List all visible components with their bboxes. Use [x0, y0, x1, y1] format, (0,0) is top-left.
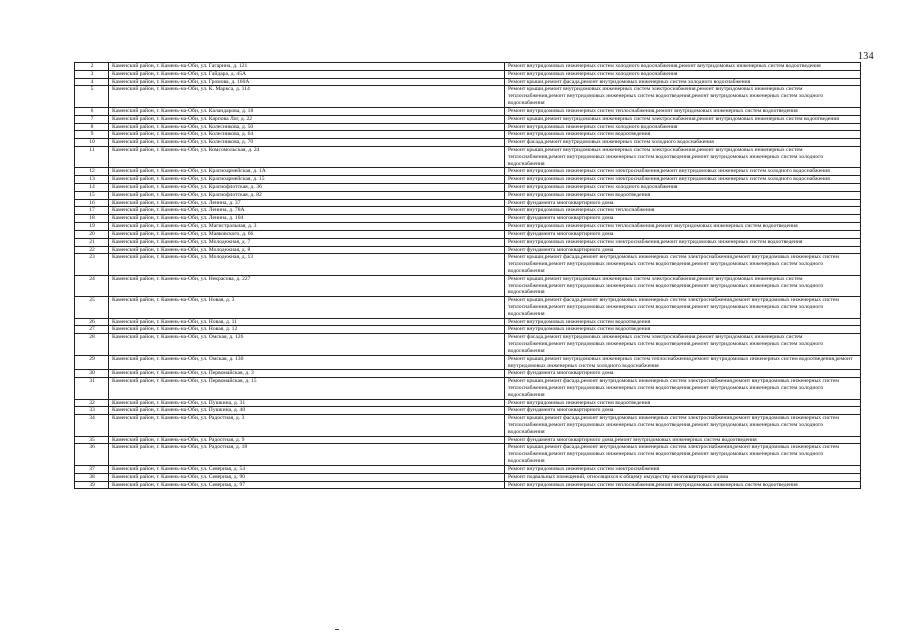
work-type-cell: Ремонт крыши,ремонт фасада,ремонт внутридомовых инженерных систем электроснабжения,ремонт внутридомовых инженерных систем теплоснабжения,ремонт внутридомовых инженерных систем водоотведения,ремонт внутридомовых инженерных систем холодного водоснабжения: [505, 415, 861, 436]
address-cell: Каменский район, г. Камень-на-Оби, ул. Молодежная, д. 8: [109, 246, 505, 254]
address-cell: Каменский район, г. Камень-на-Оби, ул. Карпова Лог, д. 22: [109, 115, 505, 123]
work-type-cell: Ремонт крыши,ремонт фасада,ремонт внутридомовых инженерных систем электроснабжения,ремонт внутридомовых инженерных систем теплоснабжения,ремонт внутридомовых инженерных систем водоотведения,ремонт внутридомовых инженерных систем холодного водоснабжения: [505, 444, 861, 465]
row-number-cell: 20: [75, 230, 109, 238]
address-cell: Каменский район, г. Камень-на-Оби, ул. Колесникова, д. 50: [109, 123, 505, 131]
row-number-cell: 36: [75, 444, 109, 465]
work-type-cell: Ремонт фундамента многоквартирного дома: [505, 246, 861, 254]
address-cell: Каменский район, г. Камень-на-Оби, ул. Радостная, д. 9: [109, 436, 505, 444]
row-number-cell: 7: [75, 115, 109, 123]
work-type-cell: Ремонт фасада,ремонт внутридомовых инженерных систем электроснабжения,ремонт внутридомовых инженерных систем теплоснабжения,ремонт внутридомовых инженерных систем водоотведения,ремонт внутридомовых инженерных систем холодного водоснабжения: [505, 334, 861, 355]
work-type-cell: Ремонт внутридомовых инженерных систем теплоснабжения: [505, 207, 861, 215]
table-row: [75, 168, 861, 176]
address-cell: Каменский район, г. Камень-на-Оби, ул. Некрасова, д. 227: [109, 275, 505, 296]
address-cell: Каменский район, г. Камень-на-Оби, ул. Комсомольская, д. 24: [109, 146, 505, 167]
address-cell: Каменский район, г. Камень-на-Оби, ул. Северная, д. 97: [109, 481, 505, 489]
work-type-cell: Ремонт фундамента многоквартирного дома: [505, 199, 861, 207]
work-type-cell: Ремонт крыши,ремонт фасада,ремонт внутридомовых инженерных систем электроснабжения,ремонт внутридомовых инженерных систем теплоснабжения,ремонт внутридомовых инженерных систем водоотведения,ремонт внутридомовых инженерных систем холодного водоснабжения: [505, 297, 861, 318]
work-type-cell: Ремонт фундамента многоквартирного дома: [505, 407, 861, 415]
address-cell: Каменский район, г. Камень-на-Оби, ул. Красноармейская, д. 15: [109, 176, 505, 184]
row-number-cell: 34: [75, 415, 109, 436]
row-number-cell: 8: [75, 123, 109, 131]
work-type-cell: Ремонт внутридомовых инженерных систем холодного водоснабжения,ремонт внутридомовых инженерных систем водоотведения: [505, 63, 861, 71]
table-row: [75, 115, 861, 123]
work-type-cell: Ремонт крыши,ремонт внутридомовых инженерных систем электроснабжения,ремонт внутридомовых инженерных систем теплоснабжения,ремонт внутридомовых инженерных систем водоотведения,ремонт внутридомовых инженерных систем холодного водоснабжения: [505, 275, 861, 296]
work-type-cell: Ремонт внутридомовых инженерных систем водоотведения: [505, 131, 861, 139]
work-type-cell: Ремонт внутридомовых инженерных систем холодного водоснабжения: [505, 184, 861, 192]
row-number-cell: 35: [75, 436, 109, 444]
row-number-cell: 3: [75, 70, 109, 78]
table-row: [75, 326, 861, 334]
address-cell: Каменский район, г. Камень-на-Оби, ул. Гайдара, д. 45А: [109, 70, 505, 78]
table-row: [75, 176, 861, 184]
table-row: [75, 86, 861, 107]
table-row: [75, 238, 861, 246]
row-number-cell: 19: [75, 223, 109, 231]
address-cell: Каменский район, г. Камень-на-Оби, ул. Ленина, д. 78А: [109, 207, 505, 215]
address-cell: Каменский район, г. Камень-на-Оби, ул. Новая, д. 12: [109, 326, 505, 334]
work-type-cell: Ремонт фундамента многоквартирного дома: [505, 370, 861, 378]
table-row: [75, 415, 861, 436]
table-row: [75, 465, 861, 473]
table-row: [75, 370, 861, 378]
table-row: [75, 223, 861, 231]
address-cell: Каменский район, г. Камень-на-Оби, ул. Молодежная, д. 7: [109, 238, 505, 246]
table-row: [75, 297, 861, 318]
work-type-cell: Ремонт внутридомовых инженерных систем водоотведения: [505, 326, 861, 334]
row-number-cell: 5: [75, 86, 109, 107]
row-number-cell: 28: [75, 334, 109, 355]
table-row: [75, 191, 861, 199]
table-row: [75, 207, 861, 215]
row-number-cell: 18: [75, 215, 109, 223]
address-cell: Каменский район, г. Камень-на-Оби, ул. Магистральная, д. 3: [109, 223, 505, 231]
row-number-cell: 32: [75, 399, 109, 407]
work-type-cell: Ремонт крыши,ремонт внутридомовых инженерных систем электроснабжения,ремонт внутридомовых инженерных систем теплоснабжения,ремонт внутридомовых инженерных систем водоотведения,ремонт внутридомовых инженерных систем холодного водоснабжения: [505, 86, 861, 107]
row-number-cell: 25: [75, 297, 109, 318]
work-type-cell: Ремонт крыши,ремонт фасада,ремонт внутридомовых инженерных систем холодного водоснабжения: [505, 78, 861, 86]
row-number-cell: 22: [75, 246, 109, 254]
address-cell: Каменский район, г. Камень-на-Оби, ул. Новая, д. 3: [109, 297, 505, 318]
address-cell: Каменский район, г. Камень-на-Оби, ул. Красноармейская, д. 1А: [109, 168, 505, 176]
row-number-cell: 9: [75, 131, 109, 139]
row-number-cell: 16: [75, 199, 109, 207]
table-row: [75, 334, 861, 355]
address-cell: Каменский район, г. Камень-на-Оби, ул. Радостная, д. 3: [109, 415, 505, 436]
work-type-cell: Ремонт внутридомовых инженерных систем электроснабжения,ремонт внутридомовых инженерных систем холодного водоснабжения: [505, 176, 861, 184]
scan-mark: [335, 629, 339, 630]
table-row: [75, 246, 861, 254]
table-row: [75, 254, 861, 275]
row-number-cell: 4: [75, 78, 109, 86]
address-cell: Каменский район, г. Камень-на-Оби, ул. К. Маркса, д. 114: [109, 86, 505, 107]
table-row: [75, 473, 861, 481]
table-row: [75, 407, 861, 415]
table-row: [75, 123, 861, 131]
work-type-cell: Ремонт внутридомовых инженерных систем электроснабжения,ремонт внутридомовых инженерных систем водоотведения: [505, 238, 861, 246]
page-number: 134: [858, 51, 874, 62]
row-number-cell: 39: [75, 481, 109, 489]
table-row: [75, 131, 861, 139]
row-number-cell: 26: [75, 318, 109, 326]
work-type-cell: Ремонт внутридомовых инженерных систем теплоснабжения,ремонт внутридомовых инженерных систем водоотведения: [505, 107, 861, 115]
address-cell: Каменский район, г. Камень-на-Оби, ул. Молодежная, д. 13: [109, 254, 505, 275]
address-cell: Каменский район, г. Камень-на-Оби, ул. Первомайская, д. 15: [109, 378, 505, 399]
work-type-cell: Ремонт фундамента многоквартирного дома: [505, 230, 861, 238]
work-type-cell: Ремонт внутридомовых инженерных систем водоотведения: [505, 318, 861, 326]
work-type-cell: Ремонт крыши,ремонт внутридомовых инженерных систем теплоснабжения,ремонт внутридомовых инженерных систем водоотведения,ремонт внутридомовых инженерных систем холодного водоснабжения: [505, 355, 861, 370]
work-type-cell: Ремонт крыши,ремонт внутридомовых инженерных систем электроснабжения,ремонт внутридомовых инженерных систем теплоснабжения,ремонт внутридомовых инженерных систем водоотведения,ремонт внутридомовых инженерных систем холодного водоснабжения: [505, 146, 861, 167]
row-number-cell: 27: [75, 326, 109, 334]
address-cell: Каменский район, г. Камень-на-Оби, ул. Громова, д. 160А: [109, 78, 505, 86]
table-row: [75, 378, 861, 399]
work-type-cell: Ремонт фундамента многоквартирного дома: [505, 215, 861, 223]
address-cell: Каменский район, г. Камень-на-Оби, ул. Колесникова, д. 70: [109, 139, 505, 147]
table-row: [75, 184, 861, 192]
address-cell: Каменский район, г. Камень-на-Оби, ул. Ленина, д. 104: [109, 215, 505, 223]
row-number-cell: 17: [75, 207, 109, 215]
work-type-cell: Ремонт внутридомовых инженерных систем водоотведения: [505, 399, 861, 407]
address-cell: Каменский район, г. Камень-на-Оби, ул. Краснофлотская, д. 82: [109, 191, 505, 199]
address-cell: Каменский район, г. Камень-на-Оби, ул. Колесникова, д. 64: [109, 131, 505, 139]
table-row: [75, 139, 861, 147]
table-row: [75, 444, 861, 465]
address-cell: Каменский район, г. Камень-на-Оби, ул. Радостная, д. 18: [109, 444, 505, 465]
work-type-cell: Ремонт внутридомовых инженерных систем теплоснабжения,ремонт внутридомовых инженерных систем водоотведения: [505, 223, 861, 231]
row-number-cell: 21: [75, 238, 109, 246]
address-cell: Каменский район, г. Камень-на-Оби, ул. Новая, д. 11: [109, 318, 505, 326]
row-number-cell: 10: [75, 139, 109, 147]
table-row: [75, 199, 861, 207]
row-number-cell: 14: [75, 184, 109, 192]
row-number-cell: 29: [75, 355, 109, 370]
address-cell: Каменский район, г. Камень-на-Оби, ул. Пушкина, д. 40: [109, 407, 505, 415]
repair-schedule-table: [74, 62, 861, 489]
row-number-cell: 15: [75, 191, 109, 199]
address-cell: Каменский район, г. Камень-на-Оби, ул. Пушкина, д. 31: [109, 399, 505, 407]
address-cell: Каменский район, г. Камень-на-Оби, ул. Краснофлотская, д. 36: [109, 184, 505, 192]
table-row: [75, 481, 861, 489]
address-cell: Каменский район, г. Камень-на-Оби, ул. Первомайская, д. 3: [109, 370, 505, 378]
work-type-cell: Ремонт внутридомовых инженерных систем холодного водоснабжения: [505, 123, 861, 131]
row-number-cell: 12: [75, 168, 109, 176]
row-number-cell: 38: [75, 473, 109, 481]
work-type-cell: Ремонт подвальных помещений, относящихся к общему имуществу многоквартирного дома: [505, 473, 861, 481]
table-row: [75, 399, 861, 407]
table-row: [75, 78, 861, 86]
work-type-cell: Ремонт внутридомовых инженерных систем холодного водоснабжения: [505, 70, 861, 78]
row-number-cell: 30: [75, 370, 109, 378]
table-row: [75, 70, 861, 78]
row-number-cell: 33: [75, 407, 109, 415]
work-type-cell: Ремонт крыши,ремонт внутридомовых инженерных систем электроснабжения,ремонт внутридомовых инженерных систем водоотведения: [505, 115, 861, 123]
row-number-cell: 31: [75, 378, 109, 399]
address-cell: Каменский район, г. Камень-на-Оби, ул. Каландарова, д. 18: [109, 107, 505, 115]
address-cell: Каменский район, г. Камень-на-Оби, ул. Гагарина, д. 121: [109, 63, 505, 71]
address-cell: Каменский район, г. Камень-на-Оби, ул. Северная, д. 54: [109, 465, 505, 473]
table-row: [75, 355, 861, 370]
table-row: [75, 230, 861, 238]
row-number-cell: 6: [75, 107, 109, 115]
address-cell: Каменский район, г. Камень-на-Оби, ул. Маяковского, д. 66: [109, 230, 505, 238]
table-row: [75, 107, 861, 115]
work-type-cell: Ремонт внутридомовых инженерных систем электроснабжения: [505, 465, 861, 473]
row-number-cell: 37: [75, 465, 109, 473]
row-number-cell: 23: [75, 254, 109, 275]
row-number-cell: 11: [75, 146, 109, 167]
row-number-cell: 24: [75, 275, 109, 296]
work-type-cell: Ремонт крыши,ремонт фасада,ремонт внутридомовых инженерных систем электроснабжения,ремонт внутридомовых инженерных систем теплоснабжения,ремонт внутридомовых инженерных систем водоотведения,ремонт внутридомовых инженерных систем холодного водоснабжения: [505, 254, 861, 275]
row-number-cell: 2: [75, 63, 109, 71]
table-row: [75, 63, 861, 71]
table-row: [75, 436, 861, 444]
table-row: [75, 146, 861, 167]
work-type-cell: Ремонт внутридомовых инженерных систем водоотведения: [505, 191, 861, 199]
table-row: [75, 275, 861, 296]
address-cell: Каменский район, г. Камень-на-Оби, ул. Омская, д. 130: [109, 355, 505, 370]
work-type-cell: Ремонт фундамента многоквартирного дома,ремонт внутридомовых инженерных систем водоотведения: [505, 436, 861, 444]
work-type-cell: Ремонт внутридомовых инженерных систем теплоснабжения,ремонт внутридомовых инженерных систем водоотведения: [505, 481, 861, 489]
table-row: [75, 318, 861, 326]
address-cell: Каменский район, г. Камень-на-Оби, ул. Омская, д. 126: [109, 334, 505, 355]
address-cell: Каменский район, г. Камень-на-Оби, ул. Ленина, д. 37: [109, 199, 505, 207]
work-type-cell: Ремонт фасада,ремонт внутридомовых инженерных систем холодного водоснабжения: [505, 139, 861, 147]
table-row: [75, 215, 861, 223]
row-number-cell: 13: [75, 176, 109, 184]
work-type-cell: Ремонт крыши,ремонт фасада,ремонт внутридомовых инженерных систем электроснабжения,ремонт внутридомовых инженерных систем теплоснабжения,ремонт внутридомовых инженерных систем водоотведения,ремонт внутридомовых инженерных систем холодного водоснабжения: [505, 378, 861, 399]
address-cell: Каменский район, г. Камень-на-Оби, ул. Северная, д. 90: [109, 473, 505, 481]
work-type-cell: Ремонт внутридомовых инженерных систем электроснабжения,ремонт внутридомовых инженерных систем холодного водоснабжения: [505, 168, 861, 176]
